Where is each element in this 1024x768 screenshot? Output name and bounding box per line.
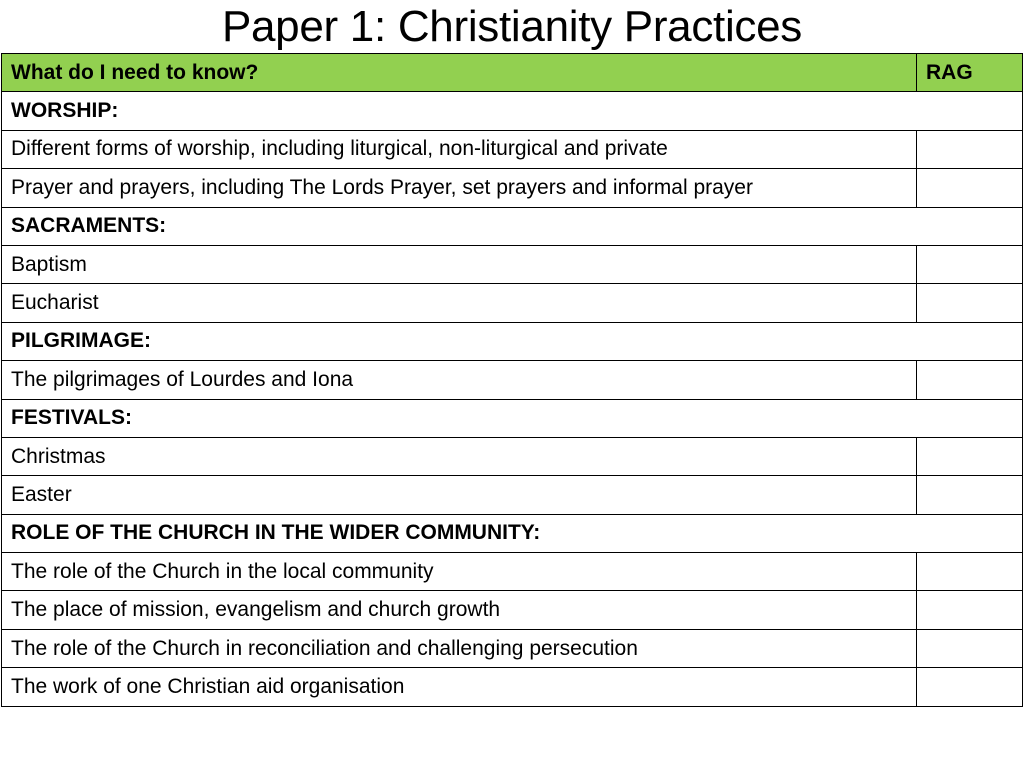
rag-table xyxy=(1,53,1023,707)
rag-cell[interactable] xyxy=(917,437,1023,475)
section-heading: SACRAMENTS: xyxy=(2,207,1023,245)
topic-cell: The role of the Church in reconciliation and challenging persecution xyxy=(2,629,917,667)
topic-cell: The work of one Christian aid organisation xyxy=(2,668,917,706)
topic-cell: Eucharist xyxy=(2,284,917,322)
header-rag: RAG xyxy=(917,54,1023,92)
topic-cell: Christmas xyxy=(2,437,917,475)
table-row xyxy=(2,668,1023,706)
table-row xyxy=(2,629,1023,667)
table-header-row xyxy=(2,54,1023,92)
section-row xyxy=(2,92,1023,130)
table-row xyxy=(2,169,1023,207)
rag-cell[interactable] xyxy=(917,629,1023,667)
table-row xyxy=(2,130,1023,168)
page-title: Paper 1: Christianity Practices xyxy=(221,2,803,51)
topic-cell: The role of the Church in the local community xyxy=(2,553,917,591)
topic-cell: Prayer and prayers, including The Lords Prayer, set prayers and informal prayer xyxy=(2,169,917,207)
table-body xyxy=(2,92,1023,706)
section-row xyxy=(2,399,1023,437)
section-heading: FESTIVALS: xyxy=(2,399,1023,437)
table-row xyxy=(2,361,1023,399)
rag-cell[interactable] xyxy=(917,553,1023,591)
rag-cell[interactable] xyxy=(917,245,1023,283)
section-heading: WORSHIP: xyxy=(2,92,1023,130)
topic-cell: The pilgrimages of Lourdes and Iona xyxy=(2,361,917,399)
section-row xyxy=(2,207,1023,245)
table-row xyxy=(2,476,1023,514)
rag-cell[interactable] xyxy=(917,668,1023,706)
table-row xyxy=(2,284,1023,322)
rag-cell[interactable] xyxy=(917,130,1023,168)
table-row xyxy=(2,553,1023,591)
topic-cell: Baptism xyxy=(2,245,917,283)
topic-cell: Easter xyxy=(2,476,917,514)
table-row xyxy=(2,437,1023,475)
section-heading: PILGRIMAGE: xyxy=(2,322,1023,360)
rag-cell[interactable] xyxy=(917,476,1023,514)
section-heading: ROLE OF THE CHURCH IN THE WIDER COMMUNITY: xyxy=(2,514,1023,552)
rag-cell[interactable] xyxy=(917,361,1023,399)
topic-cell: The place of mission, evangelism and church growth xyxy=(2,591,917,629)
table-row xyxy=(2,591,1023,629)
rag-cell[interactable] xyxy=(917,284,1023,322)
section-row xyxy=(2,322,1023,360)
topic-cell: Different forms of worship, including liturgical, non-liturgical and private xyxy=(2,130,917,168)
section-row xyxy=(2,514,1023,552)
rag-cell[interactable] xyxy=(917,591,1023,629)
rag-cell[interactable] xyxy=(917,169,1023,207)
table-row xyxy=(2,245,1023,283)
header-topic: What do I need to know? xyxy=(2,54,917,92)
